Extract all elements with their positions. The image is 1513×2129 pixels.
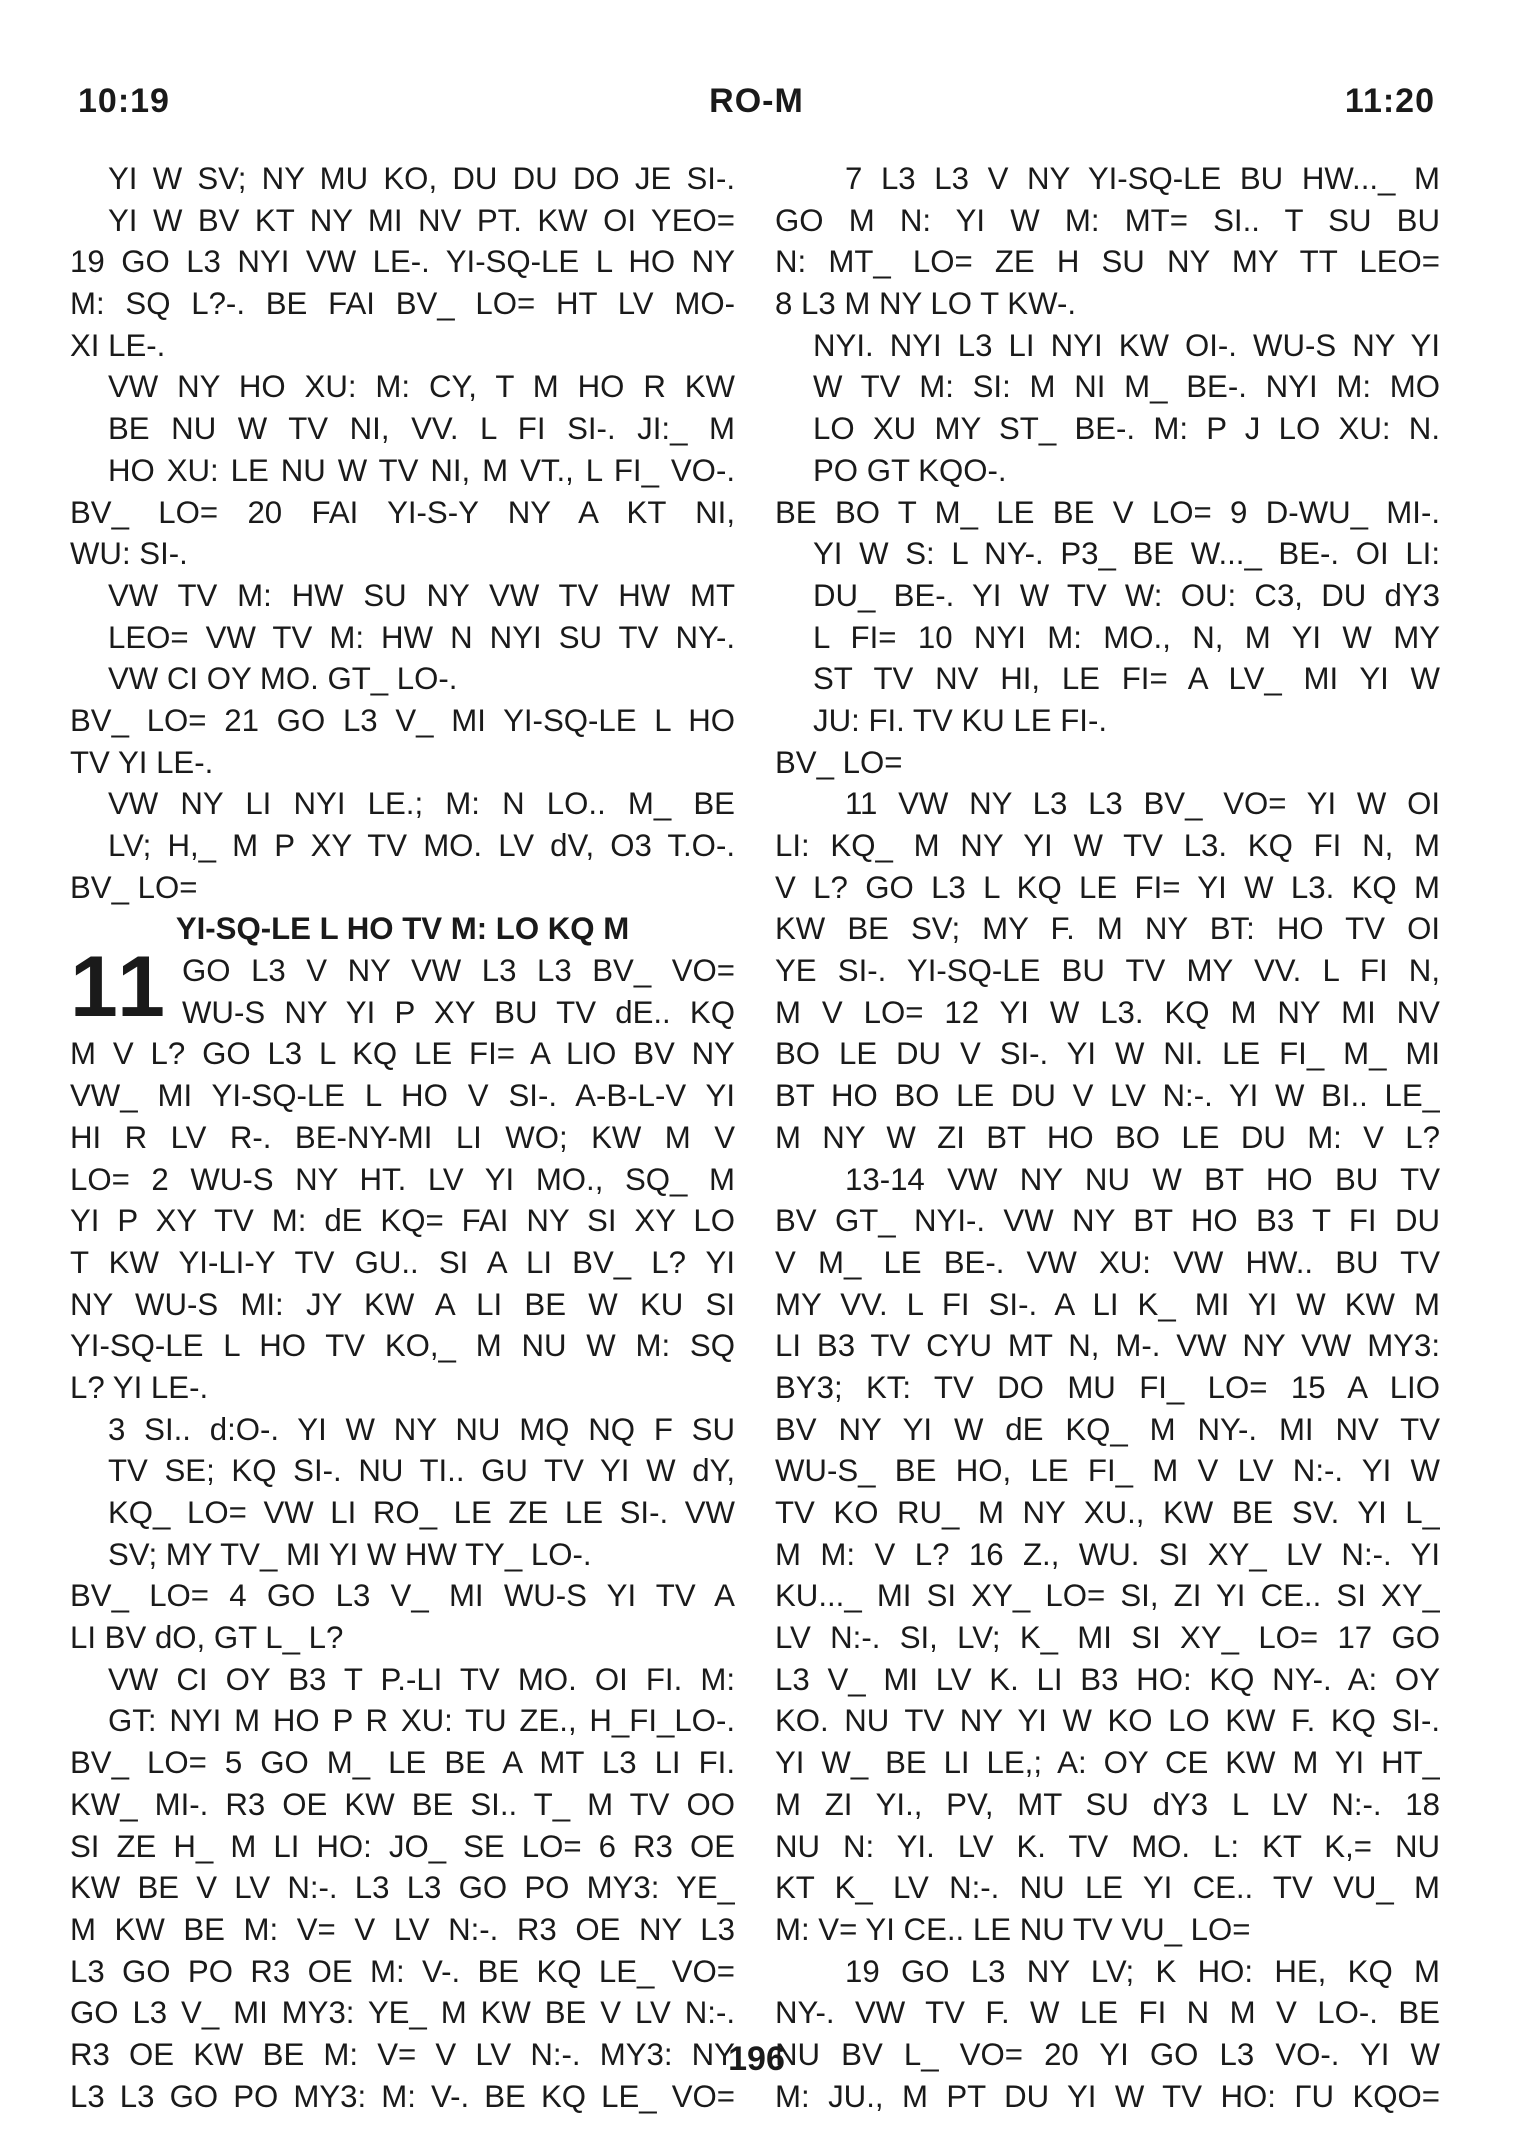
text-line: TV SE; KQ SI-. NU TI.. GU TV YI W dY,	[108, 1453, 735, 1489]
text-line: TV YI LE-.	[70, 744, 214, 780]
text-line: YI W_ BE LI LE,; A: OY CE KW M YI HT_	[775, 1745, 1440, 1781]
text-line: BV GT_ NYI-. VW NY BT HO B3 T FI DU	[775, 1203, 1440, 1239]
text-line: NU BV L_ VO= 20 YI GO L3 VO-. YI W	[775, 2036, 1440, 2072]
left-column	[70, 158, 735, 2117]
chapter-opening	[70, 939, 735, 1036]
text-line: BV_ LO= 5 GO M_ LE BE A MT L3 LI FI.	[70, 1745, 735, 1781]
text-line: M: V= YI CE.. LE NU TV VU_ LO=	[775, 1911, 1251, 1947]
text-line: BE NU W TV NI, VV. L FI SI-. JI:_ M	[108, 411, 735, 447]
text-line: V L? GO L3 L KQ LE FI= YI W L3. KQ M	[775, 869, 1440, 905]
text-line: VW CI OY B3 T P.-LI TV MO. OI FI. M:	[108, 1661, 735, 1697]
text-line: LI BV dO, GT L_ L?	[70, 1620, 344, 1656]
text-line: L? YI LE-.	[70, 1369, 209, 1405]
text-line: YI P XY TV M: dE KQ= FAI NY SI XY LO	[70, 1203, 735, 1239]
text-line: M M: V L? 16 Z., WU. SI XY_ LV N:-. YI	[775, 1536, 1440, 1572]
text-line: LI: KQ_ M NY YI W TV L3. KQ FI N, M	[775, 828, 1440, 863]
text-line: MY VV. L FI SI-. A LI K_ MI YI W KW M	[775, 1286, 1440, 1322]
text-line: L3 GO PO R3 OE M: V-. BE KQ LE_ VO=	[70, 1953, 735, 1989]
section-heading: YI-SQ-LE L HO TV M: LO KQ M	[175, 911, 630, 947]
text-line: LV; H,_ M P XY TV MO. LV dV, O3 T.O-.	[108, 828, 735, 863]
text-line: LI B3 TV CYU MT N, M-. VW NY VW MY3:	[775, 1328, 1440, 1364]
text-line: BO LE DU V SI-. YI W NI. LE FI_ M_ MI	[775, 1036, 1440, 1072]
chapter-drop-cap: 11	[70, 939, 169, 1036]
text-line: M KW BE M: V= V LV N:-. R3 OE NY L3	[70, 1911, 735, 1947]
text-line: JU: FI. TV KU LE FI-.	[813, 702, 1108, 738]
text-line: LO= 2 WU-S NY HT. LV YI MO., SQ_ M	[70, 1161, 735, 1197]
text-line: LV N:-. SI, LV; K_ MI SI XY_ LO= 17 GO	[775, 1620, 1440, 1656]
text-line: YI W SV; NY MU KO, DU DU DO JE SI-.	[108, 161, 735, 196]
right-column	[775, 158, 1440, 2117]
text-line: NYI. NYI L3 LI NYI KW OI-. WU-S NY YI	[813, 327, 1440, 363]
text-line: VW CI OY MO. GT_ LO-.	[108, 661, 458, 697]
text-line: BV_ LO= 21 GO L3 V_ MI YI-SQ-LE L HO	[70, 702, 735, 738]
text-line: N: MT_ LO= ZE H SU NY MY TT LEO=	[775, 244, 1440, 280]
text-line: LEO= VW TV M: HW N NYI SU TV NY-.	[108, 619, 735, 655]
text-line: XI LE-.	[70, 327, 166, 363]
text-line: W TV M: SI: M NI M_ BE-. NYI M: MO	[813, 369, 1440, 405]
text-line: 3 SI.. d:O-. YI W NY NU MQ NQ F SU	[108, 1411, 735, 1447]
text-line: 8 L3 M NY LO T KW-.	[775, 286, 1077, 322]
text-line: VW NY HO XU: M: CY, T M HO R KW	[108, 369, 735, 405]
text-line: NY WU-S MI: JY KW A LI BE W KU SI	[70, 1286, 735, 1322]
text-line: L3 L3 GO PO MY3: M: V-. BE KQ LE_ VO=	[70, 2078, 735, 2114]
text-line: R3 OE KW BE M: V= V LV N:-. MY3: NY	[70, 2036, 735, 2072]
text-line: NU N: YI. LV K. TV MO. L: KT K,= NU	[775, 1828, 1440, 1864]
text-line: VW NY LI NYI LE.; M: N LO.. M_ BE	[108, 786, 735, 822]
text-line: M: SQ L?-. BE FAI BV_ LO= HT LV MO-	[70, 286, 735, 322]
text-line: YI W S: L NY-. P3_ BE W..._ BE-. OI LI:	[813, 536, 1440, 572]
text-line: 19 GO L3 NY LV; K HO: HE, KQ M	[845, 1953, 1440, 1989]
text-line: GO L3 V NY VW L3 L3 BV_ VO=	[182, 953, 735, 989]
text-line: YE SI-. YI-SQ-LE BU TV MY VV. L FI N,	[775, 953, 1440, 989]
text-line: 13-14 VW NY NU W BT HO BU TV	[845, 1161, 1440, 1197]
text-line: M: JU., M PT DU YI W TV HO: ΓU KQO=	[775, 2078, 1440, 2114]
text-line: BV_ LO=	[775, 744, 903, 780]
text-line: BY3; KT: TV DO MU FI_ LO= 15 A LIO	[775, 1369, 1440, 1405]
text-line: SV; MY TV_ MI YI W HW TY_ LO-.	[108, 1536, 592, 1572]
text-line: KW BE V LV N:-. L3 L3 GO PO MY3: YE_	[70, 1870, 735, 1906]
text-line: M ZI YI., PV, MT SU dY3 L LV N:-. 18	[775, 1786, 1440, 1822]
text-line: TV KO RU_ M NY XU., KW BE SV. YI L_	[775, 1495, 1440, 1530]
text-line: M V LO= 12 YI W L3. KQ M NY MI NV	[775, 994, 1440, 1030]
text-line: 11 VW NY L3 L3 BV_ VO= YI W OI	[845, 786, 1440, 822]
text-line: YI W BV KT NY MI NV PT. KW OI YEO=	[108, 202, 735, 238]
text-line: 7 L3 L3 V NY YI-SQ-LE BU HW..._ M	[845, 161, 1440, 196]
text-line: LO XU MY ST_ BE-. M: P J LO XU: N.	[813, 411, 1440, 447]
chapter-verse-end: 11:20	[1344, 82, 1435, 120]
text-line: HI R LV R-. BE-NY-MI LI WO; KW M V	[70, 1119, 735, 1155]
text-line: BV NY YI W dE KQ_ M NY-. MI NV TV	[775, 1411, 1440, 1447]
text-line: KO. NU TV NY YI W KO LO KW F. KQ SI-.	[775, 1703, 1440, 1739]
text-line: YI-SQ-LE L HO TV KO,_ M NU W M: SQ	[70, 1328, 735, 1364]
chapter-verse-start: 10:19	[78, 82, 170, 120]
text-line: L FI= 10 NYI M: MO., N, M YI W MY	[813, 619, 1440, 655]
text-line: VW TV M: HW SU NY VW TV HW MT	[108, 577, 735, 613]
text-line: BV_ LO= 20 FAI YI-S-Y NY A KT NI,	[70, 494, 735, 530]
text-line: GO L3 V_ MI MY3: YE_ M KW BE V LV N:-.	[70, 1995, 735, 2031]
text-line: 19 GO L3 NYI VW LE-. YI-SQ-LE L HO NY	[70, 244, 735, 280]
text-line: VW_ MI YI-SQ-LE L HO V SI-. A-B-L-V YI	[70, 1078, 735, 1114]
text-line: KU..._ MI SI XY_ LO= SI, ZI YI CE.. SI XY_	[775, 1578, 1440, 1614]
text-line: BV_ LO=	[70, 869, 198, 905]
text-line: WU-S_ BE HO, LE FI_ M V LV N:-. YI W	[775, 1453, 1440, 1489]
text-line: WU-S NY YI P XY BU TV dE.. KQ	[182, 994, 735, 1030]
text-line: BV_ LO= 4 GO L3 V_ MI WU-S YI TV A	[70, 1578, 735, 1614]
text-line: KT K_ LV N:-. NU LE YI CE.. TV VU_ M	[775, 1870, 1440, 1906]
text-line: V M_ LE BE-. VW XU: VW HW.. BU TV	[775, 1244, 1440, 1280]
text-line: DU_ BE-. YI W TV W: OU: C3, DU dY3	[813, 577, 1440, 613]
text-line: NY-. VW TV F. W LE FI N M V LO-. BE	[775, 1995, 1440, 2031]
text-line: M NY W ZI BT HO BO LE DU M: V L?	[775, 1119, 1440, 1155]
text-line: BE BO T M_ LE BE V LO= 9 D-WU_ MI-.	[775, 494, 1440, 530]
text-line: GT: NYI M HO P R XU: TU ZE., H_FI_LO-.	[108, 1703, 735, 1739]
book-title: RO-M	[709, 82, 804, 120]
text-line: T KW YI-LI-Y TV GU.. SI A LI BV_ L? YI	[70, 1244, 735, 1280]
text-line: KQ_ LO= VW LI RO_ LE ZE LE SI-. VW	[108, 1495, 735, 1530]
text-line: L3 V_ MI LV K. LI B3 HO: KQ NY-. A: OY	[775, 1661, 1440, 1697]
text-line: HO XU: LE NU W TV NI, M VT., L FI_ VO-.	[108, 452, 735, 488]
text-line: PO GT KQO-.	[813, 452, 1007, 488]
text-line: SI ZE H_ M LI HO: JO_ SE LO= 6 R3 OE	[70, 1828, 735, 1864]
text-line: ST TV NV HI, LE FI= A LV_ MI YI W	[813, 661, 1440, 697]
page-number: 196	[728, 2040, 785, 2078]
text-line: BT HO BO LE DU V LV N:-. YI W BI.. LE_	[775, 1078, 1440, 1114]
text-line: WU: SI-.	[70, 536, 188, 572]
text-line: KW BE SV; MY F. M NY BT: HO TV OI	[775, 911, 1440, 947]
text-line: GO M N: YI W M: MT= SI.. T SU BU	[775, 202, 1440, 238]
text-line: KW_ MI-. R3 OE KW BE SI.. T_ M TV OO	[70, 1786, 735, 1822]
text-line: M V L? GO L3 L KQ LE FI= A LIO BV NY	[70, 1036, 735, 1072]
